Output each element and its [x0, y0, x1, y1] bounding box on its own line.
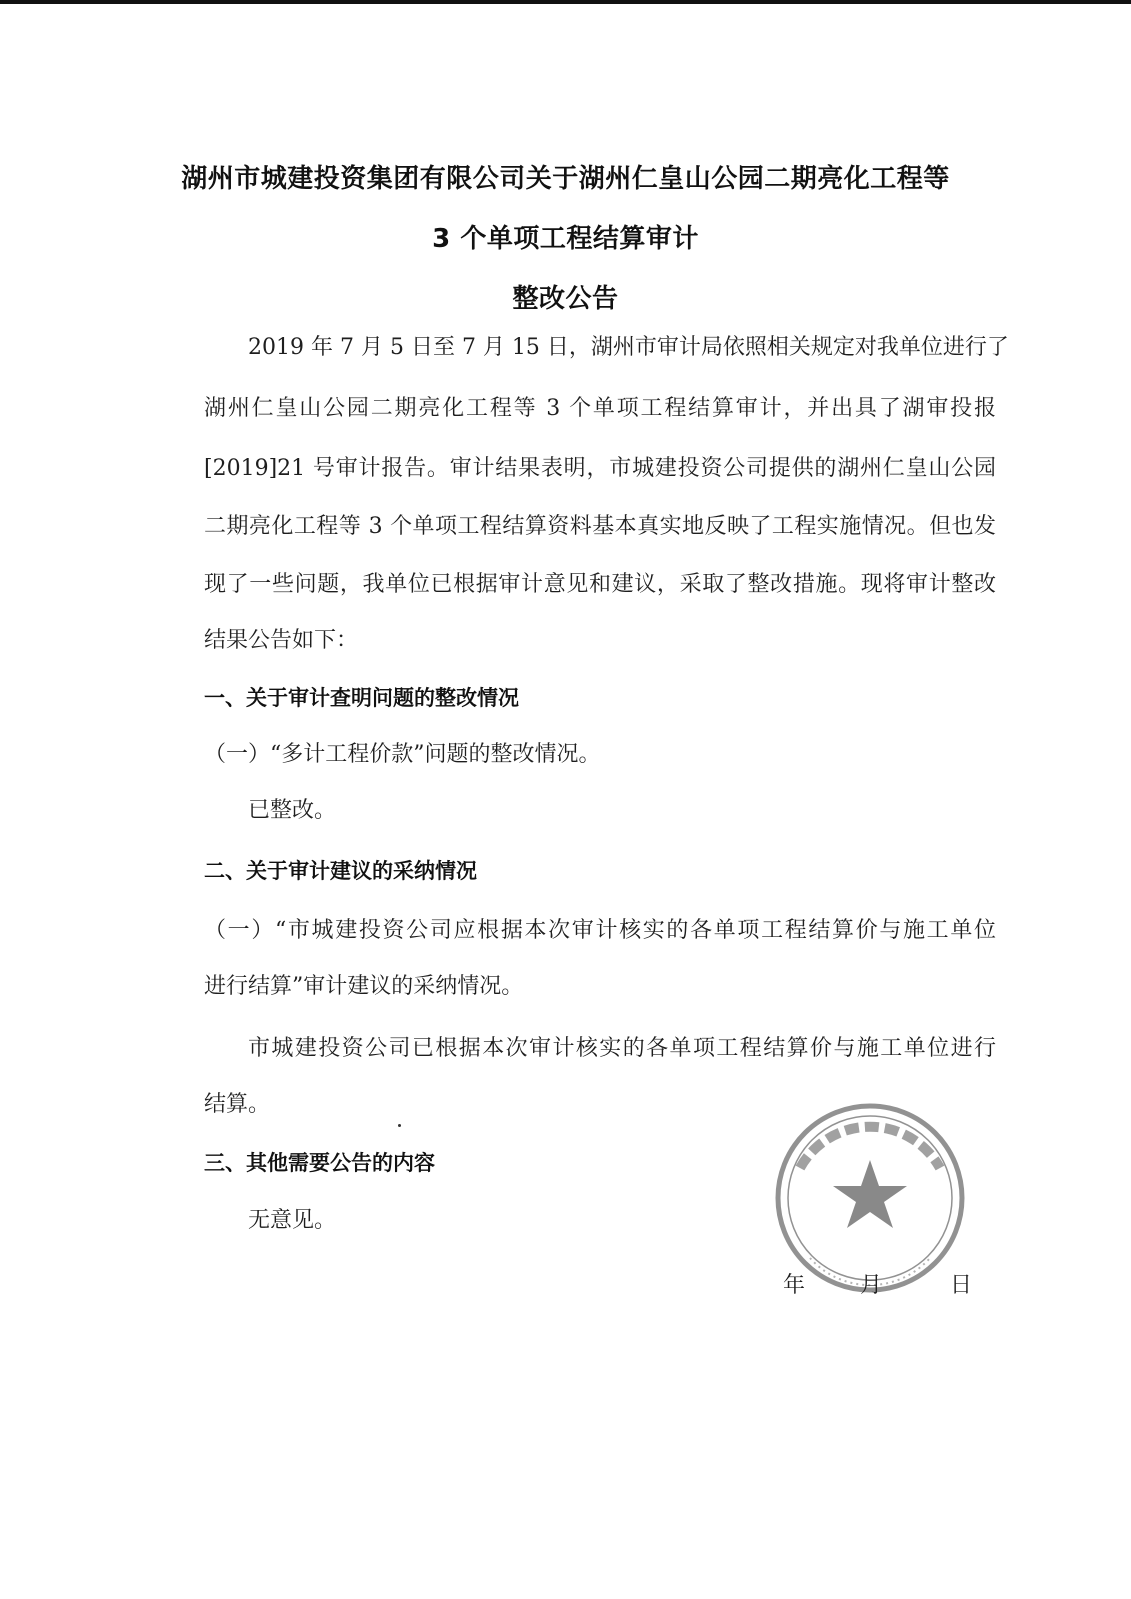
date-day: 日	[950, 1273, 973, 1298]
scan-speck	[398, 1124, 401, 1127]
date-month: 月	[860, 1273, 883, 1298]
intro-line: 结果公告如下：	[204, 628, 359, 653]
intro-line: 湖州仁皇山公园二期亮化工程等 3 个单项工程结算审计，并出具了湖审投报	[204, 396, 996, 421]
section-2-item-1-line-1: （一）“市城建投资公司应根据本次审计核实的各单项工程结算价与施工单位	[204, 918, 996, 943]
section-2-result-line-1: 市城建投资公司已根据本次审计核实的各单项工程结算价与施工单位进行	[248, 1036, 996, 1061]
section-1-heading: 一、关于审计查明问题的整改情况	[204, 686, 519, 710]
section-2-result-line-2: 结算。	[204, 1092, 271, 1117]
scan-edge	[0, 0, 1131, 4]
section-1-item-1-result: 已整改。	[248, 798, 337, 823]
date-year: 年	[783, 1273, 806, 1298]
section-3-heading: 三、其他需要公告的内容	[204, 1151, 435, 1175]
section-2-heading: 二、关于审计建议的采纳情况	[204, 859, 477, 883]
section-3-content: 无意见。	[248, 1208, 337, 1233]
intro-line: [2019]21 号审计报告。审计结果表明，市城建投资公司提供的湖州仁皇山公园	[204, 456, 996, 481]
title-line-1: 湖州市城建投资集团有限公司关于湖州仁皇山公园二期亮化工程等	[181, 164, 950, 194]
title-line-3: 整改公告	[512, 284, 619, 314]
intro-line: 2019 年 7 月 5 日至 7 月 15 日，湖州市审计局依照相关规定对我单位进行了	[248, 335, 1009, 360]
section-2-item-1-line-2: 进行结算”审计建议的采纳情况。	[204, 974, 524, 999]
intro-line: 现了一些问题，我单位已根据审计意见和建议，采取了整改措施。现将审计整改	[204, 572, 996, 597]
section-1-item-1: （一）“多计工程价款”问题的整改情况。	[204, 742, 601, 767]
intro-line: 二期亮化工程等 3 个单项工程结算资料基本真实地反映了工程实施情况。但也发	[204, 514, 996, 539]
title-line-2: 3 个单项工程结算审计	[432, 224, 699, 254]
